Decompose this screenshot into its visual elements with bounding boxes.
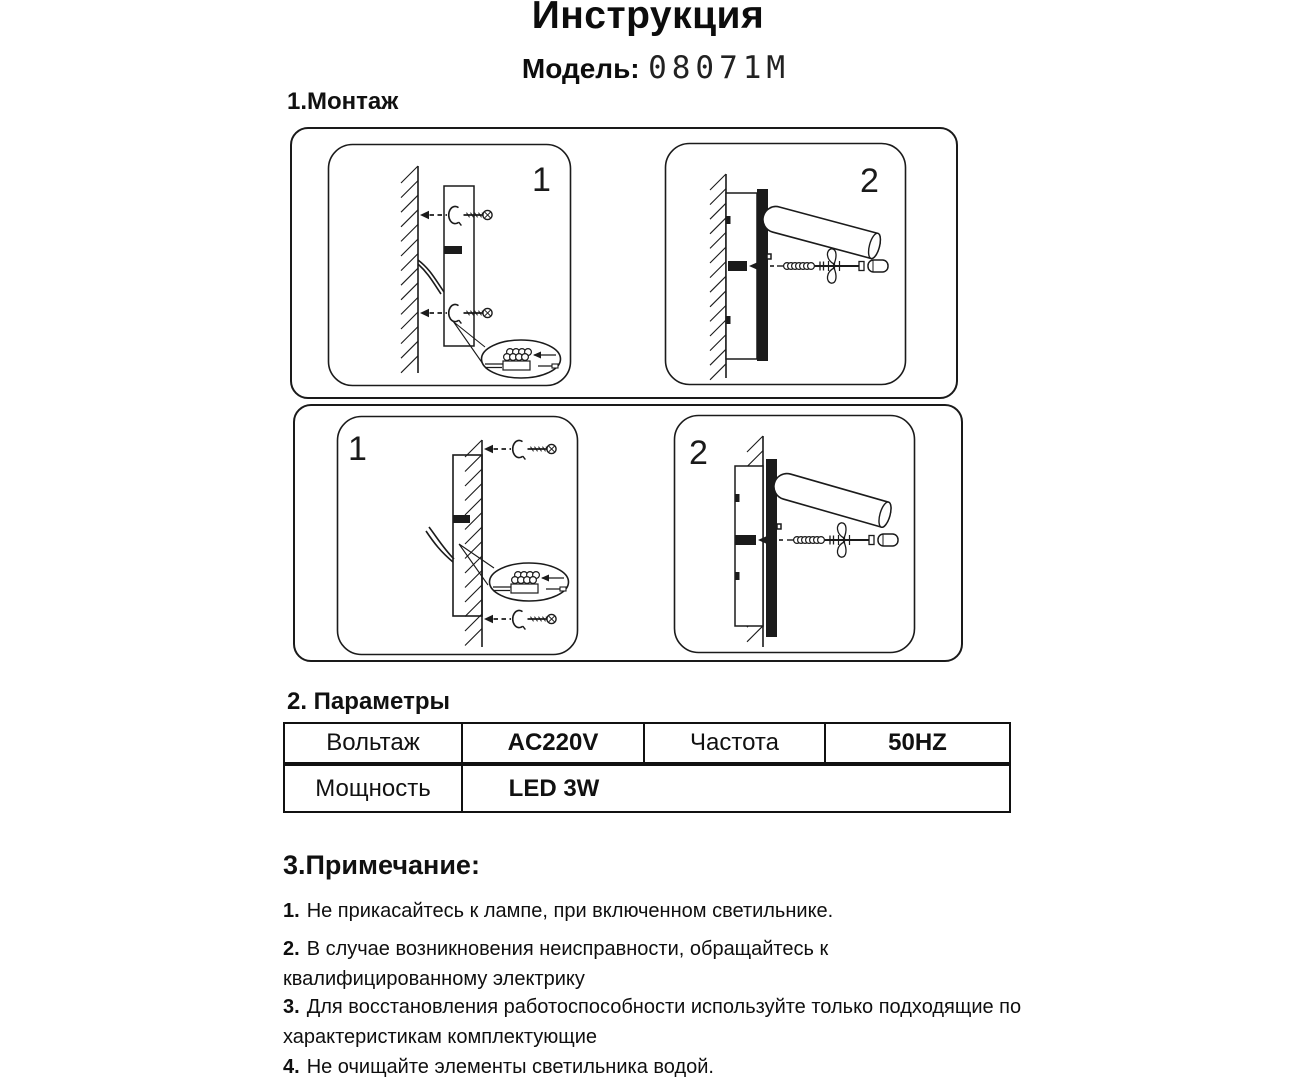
section-notes-heading: 3.Примечание:: [283, 850, 480, 880]
plate-slot: [453, 515, 470, 523]
power-wire: [426, 527, 454, 562]
table-row: [285, 766, 1009, 811]
mounting-plate: [453, 455, 482, 616]
wall-hatching: [401, 166, 418, 373]
section-params-heading: 2. Параметры: [287, 688, 450, 715]
plug-mark: [727, 316, 731, 324]
mounting-plate: [444, 186, 474, 346]
note-item: [283, 992, 1025, 1052]
note-number: 2.: [283, 938, 300, 960]
note-number: 4.: [283, 1056, 300, 1078]
table-row: [285, 724, 1009, 766]
screw-icon: [484, 610, 556, 629]
step-number: 2: [860, 162, 879, 200]
param-voltage-value: AC220V: [463, 724, 645, 762]
section-montage-heading: 1.Монтаж: [287, 88, 399, 115]
note-item: [283, 896, 1025, 926]
model-number: 08071M: [648, 50, 791, 86]
param-power-value: LED 3W: [508, 774, 600, 802]
plug-mark: [736, 572, 740, 580]
wall-hatching: [465, 440, 482, 646]
terminal-block-magnifier: [482, 340, 561, 378]
param-frequency-value: 50HZ: [888, 729, 947, 756]
lamp-tube: [771, 470, 894, 528]
terminal-block-magnifier: [490, 563, 569, 601]
note-number: 3.: [283, 996, 300, 1018]
model-label: Модель:: [521, 53, 640, 84]
anchor-hole: [735, 535, 756, 545]
param-frequency-label: Частота: [645, 724, 826, 762]
step-number: 2: [689, 434, 708, 472]
param-power-cell: [463, 766, 1009, 811]
param-voltage-label: Вольтаж: [285, 724, 463, 762]
plug-mark: [736, 494, 740, 502]
wall-box: [726, 193, 757, 359]
lamp-tube: [760, 204, 883, 260]
param-power-label: Мощность: [285, 766, 463, 811]
page-title: Инструкция: [531, 0, 765, 37]
step-number: 1: [348, 430, 367, 468]
note-text: Не очищайте элементы светильника водой.: [306, 1056, 714, 1078]
switch-nub: [767, 254, 771, 259]
diagram-step2-top: [664, 142, 907, 386]
note-text: Для восстановления работоспособности используйте только подходящие по характеристикам комплектующие: [283, 996, 1022, 1048]
parameters-table: [283, 722, 1011, 813]
note-text: В случае возникновения неисправности, обращайтесь к квалифицированному электрику: [283, 938, 829, 990]
anchor-hole: [728, 261, 747, 271]
note-text: Не прикасайтесь к лампе, при включенном светильнике.: [306, 900, 834, 922]
plug-mark: [727, 216, 731, 224]
diagram-step1-bottom: [336, 415, 579, 656]
wall-hatching: [710, 174, 726, 380]
switch-nub: [777, 524, 781, 529]
note-number: 1.: [283, 900, 300, 922]
model-row: [8, 50, 1296, 86]
step-number: 1: [532, 161, 551, 199]
diagram-step2-bottom: [673, 414, 916, 654]
screw-icon: [484, 440, 556, 459]
diagram-step1-top: [327, 143, 572, 387]
note-item: [283, 1052, 1025, 1080]
plate-slot: [444, 246, 462, 254]
magnifier-leader-lines: [459, 544, 494, 585]
power-wire: [418, 260, 444, 294]
wall-box: [735, 466, 763, 626]
note-item: [283, 934, 1025, 994]
